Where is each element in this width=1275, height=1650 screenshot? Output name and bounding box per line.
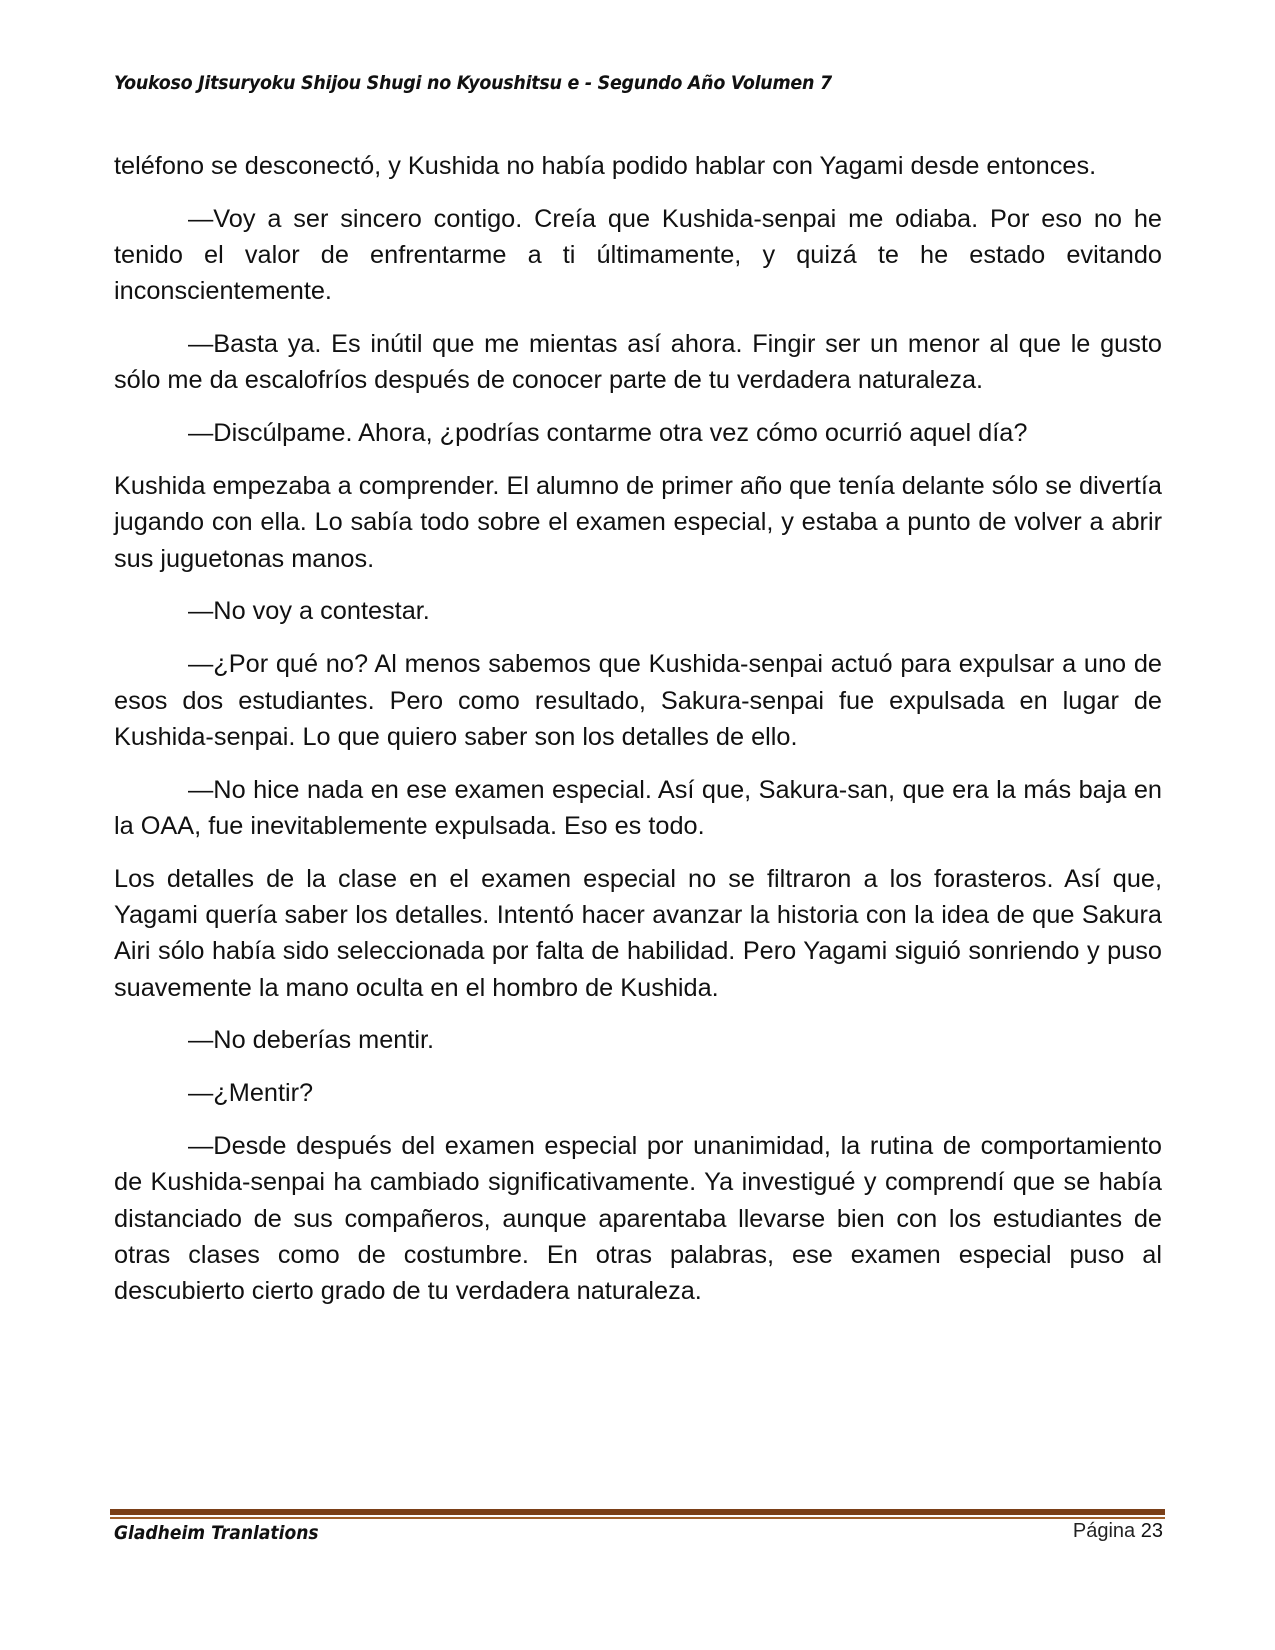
body-text: [114, 148, 1162, 1326]
paragraph-dialogue: —Discúlpame. Ahora, ¿podrías contarme otra vez cómo ocurrió aquel día?: [188, 419, 1028, 448]
paragraph-dialogue: —¿Por qué no? Al menos sabemos que Kushida-senpai actuó para expulsar a uno de esos dos estudiantes. Pero como resultado, Sakura-senpai fue expulsada en lugar de Kushida-senpai. Lo que quiero saber son los detalles de ello.: [114, 650, 1162, 751]
paragraph-dialogue: —No voy a contestar.: [188, 597, 430, 626]
paragraph-dialogue: —Desde después del examen especial por unanimidad, la rutina de comportamiento de Kushida-senpai ha cambiado significativamente. Ya investigué y comprendí que se había distanciado de sus compañeros, aunque aparentaba llevarse bien con los estudiantes de otras clases como de costumbre. En otras palabras, ese examen especial puso al descubierto cierto grado de tu verdadera naturaleza.: [114, 1132, 1162, 1306]
paragraph-dialogue: —Basta ya. Es inútil que me mientas así ahora. Fingir ser un menor al que le gusto sólo me da escalofríos después de conocer parte de tu verdadera naturaleza.: [114, 330, 1162, 395]
running-header: Youkoso Jitsuryoku Shijou Shugi no Kyoushitsu e - Segundo Año Volumen 7: [114, 72, 832, 94]
paragraph-dialogue: —Voy a ser sincero contigo. Creía que Kushida-senpai me odiaba. Por eso no he tenido el valor de enfrentarme a ti últimamente, y quizá te he estado evitando inconscientemente.: [114, 204, 1162, 306]
page-number-value: 23: [1140, 1520, 1163, 1542]
footer-divider-thick: [110, 1509, 1165, 1515]
footer-divider: [110, 1509, 1165, 1520]
paragraph-dialogue: —¿Mentir?: [188, 1079, 314, 1108]
footer-publisher: Gladheim Tranlations: [114, 1522, 319, 1544]
page-label: Página: [1072, 1520, 1136, 1542]
paragraph-narration: Los detalles de la clase en el examen especial no se filtraron a los forasteros. Así que, Yagami quería saber los detalles. Intentó hacer avanzar la historia con la idea de que Sakura Airi sólo había sido seleccionada por falta de habilidad. Pero Yagami siguió sonriendo y puso suavemente la mano oculta en el hombro de Kushida.: [114, 864, 1162, 1002]
footer-divider-thin: [110, 1517, 1165, 1519]
paragraph-narration: teléfono se desconectó, y Kushida no había podido hablar con Yagami desde entonces.: [114, 152, 1097, 180]
paragraph-dialogue: —No hice nada en ese examen especial. Así que, Sakura-san, que era la más baja en la OAA, fue inevitablemente expulsada. Eso es todo.: [114, 775, 1162, 840]
paragraph-dialogue: —No deberías mentir.: [188, 1026, 435, 1055]
page-number: [1073, 1520, 1163, 1543]
paragraph-narration: Kushida empezaba a comprender. El alumno de primer año que tenía delante sólo se divertía jugando con ella. Lo sabía todo sobre el examen especial, y estaba a punto de volver a abrir sus juguetonas manos.: [114, 472, 1162, 573]
